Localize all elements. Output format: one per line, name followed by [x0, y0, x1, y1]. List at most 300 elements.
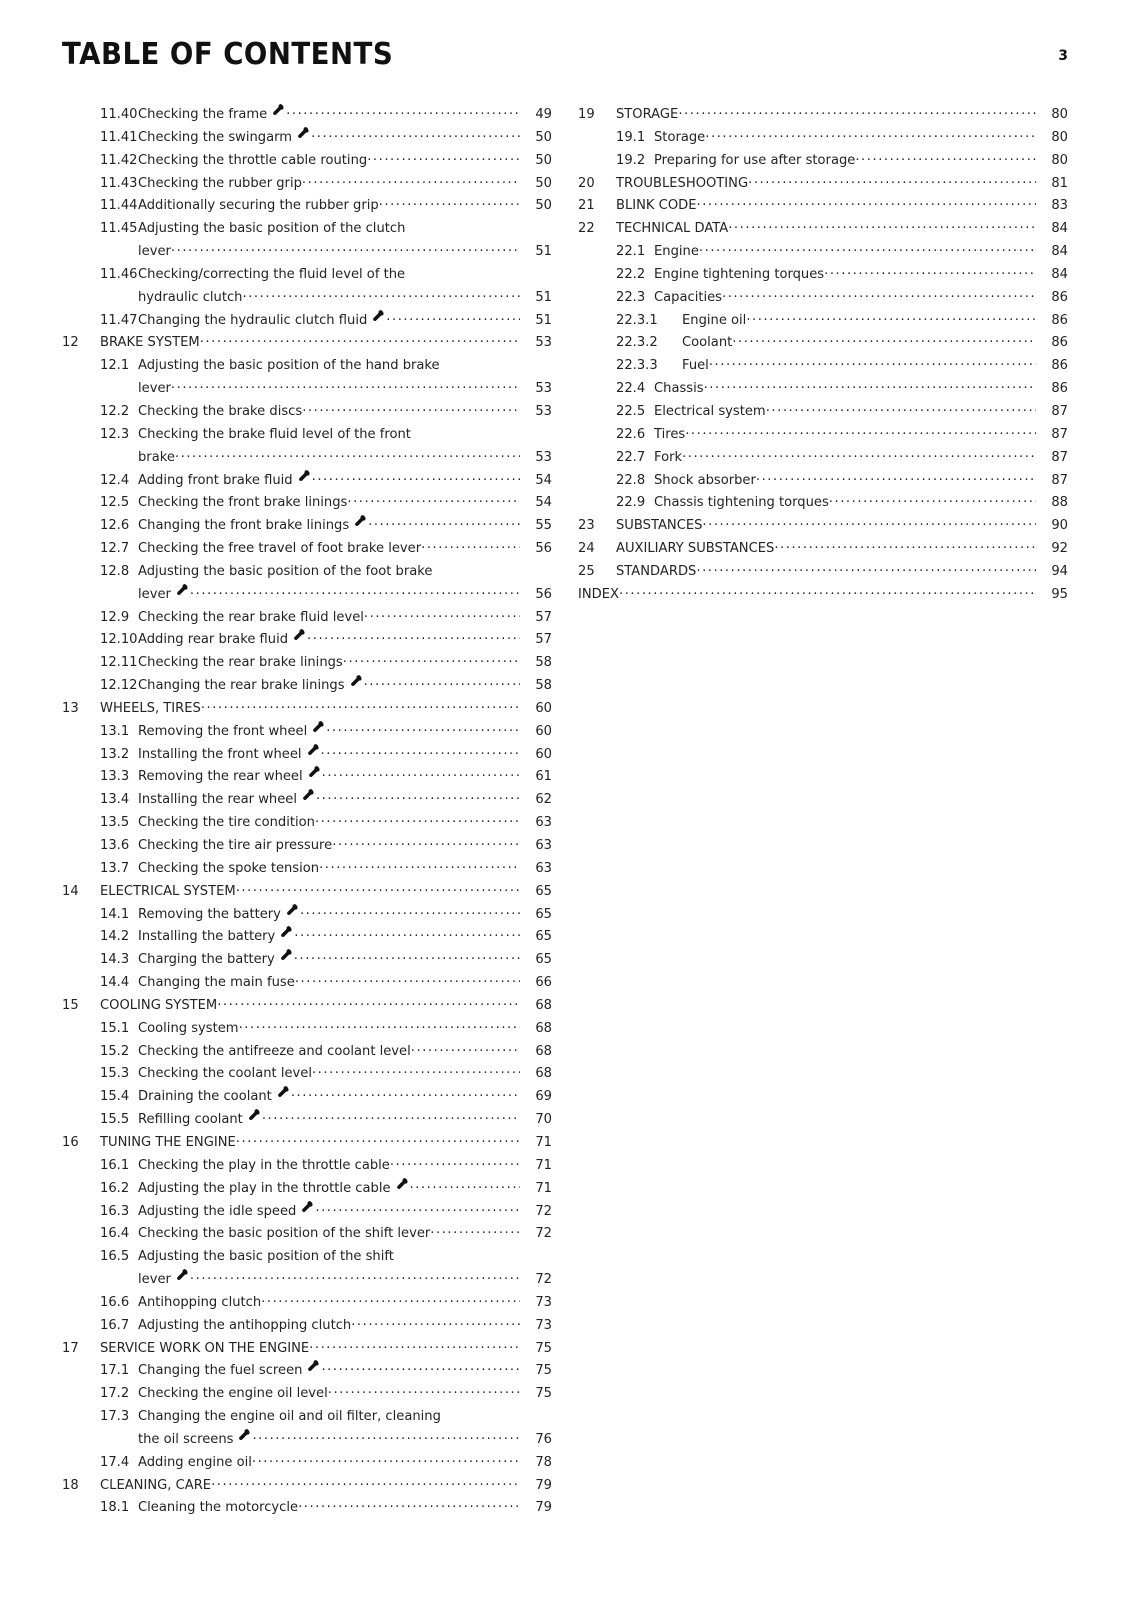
dot-leader [351, 1315, 520, 1338]
toc-entry-title: Checking the coolant level [138, 1066, 312, 1082]
toc-entry-page: 65 [535, 952, 552, 968]
dot-leader [619, 584, 1036, 607]
toc-entry-title: TUNING THE ENGINE [100, 1134, 236, 1150]
toc-entry[interactable] [578, 332, 1068, 355]
toc-entry-title: Checking the rear brake linings [138, 655, 343, 671]
toc-entry-title: Adding rear brake fluid [138, 632, 289, 648]
toc-entry[interactable] [578, 492, 1068, 515]
toc-entry-number: 12.1 [100, 358, 130, 374]
toc-entry-body [654, 470, 1068, 493]
toc-entry-body [678, 355, 1068, 378]
toc-entry-title: Changing the main fuse [138, 975, 295, 991]
toc-entry-page: 68 [535, 1066, 552, 1082]
toc-entry[interactable] [62, 173, 552, 196]
toc-entry-title: Coolant [682, 335, 733, 351]
toc-entry[interactable] [62, 1132, 552, 1155]
toc-entry-body [138, 1086, 552, 1109]
toc-entry[interactable] [62, 150, 552, 173]
toc-entry-page: 53 [535, 403, 552, 419]
toc-entry-number: 21 [578, 198, 595, 214]
toc-entry-body [654, 492, 1068, 515]
toc-entry[interactable] [62, 995, 552, 1018]
toc-entry-body [100, 881, 552, 904]
toc-entry-number: 15.2 [100, 1043, 130, 1059]
page-title: TABLE OF CONTENTS [62, 37, 394, 72]
toc-entry[interactable] [62, 1452, 552, 1475]
toc-entry-page: 79 [535, 1477, 552, 1493]
toc-entry-body [654, 264, 1068, 287]
toc-entry[interactable] [62, 195, 552, 218]
toc-entry-page: 60 [535, 723, 552, 739]
toc-entry[interactable] [578, 470, 1068, 493]
toc-entry-number: 16.4 [100, 1226, 130, 1242]
toc-entry-page: 56 [535, 541, 552, 557]
toc-entry-number: 17.1 [100, 1363, 130, 1379]
toc-entry[interactable] [62, 332, 552, 355]
dot-leader [766, 401, 1036, 424]
toc-entry-page: 50 [535, 129, 552, 145]
dot-leader [311, 127, 520, 150]
toc-entry-title: Additionally securing the rubber grip [138, 198, 379, 214]
toc-entry-number: 12.4 [100, 472, 130, 488]
toc-entry-number: 22.3.2 [616, 335, 658, 351]
toc-entry-number: 22.5 [616, 403, 646, 419]
toc-entry[interactable] [62, 721, 552, 744]
toc-entry[interactable] [578, 584, 1068, 607]
toc-entry[interactable] [578, 515, 1068, 538]
toc-entry[interactable] [62, 1041, 552, 1064]
toc-entry[interactable] [62, 424, 552, 470]
toc-entry[interactable] [62, 675, 552, 698]
toc-entry[interactable] [62, 538, 552, 561]
toc-entry-body [138, 1246, 552, 1292]
toc-entry[interactable] [62, 1338, 552, 1361]
toc-entry-title: COOLING SYSTEM [100, 997, 218, 1013]
toc-entry[interactable] [578, 150, 1068, 173]
toc-entry[interactable] [578, 355, 1068, 378]
toc-entry-number: 14.3 [100, 952, 130, 968]
toc-entry-title: Fuel [682, 358, 709, 374]
toc-entry[interactable] [62, 1063, 552, 1086]
toc-entry-number: 25 [578, 563, 595, 579]
toc-entry-page: 51 [535, 289, 552, 305]
toc-entry[interactable] [62, 1360, 552, 1383]
dot-leader [217, 995, 520, 1018]
toc-entry-title: Changing the engine oil and oil filter, cleaning [138, 1409, 441, 1425]
dot-leader [190, 1269, 520, 1292]
toc-entry[interactable] [62, 1178, 552, 1201]
toc-entry-page: 61 [535, 769, 552, 785]
dot-leader [321, 744, 520, 767]
toc-entry[interactable] [578, 424, 1068, 447]
wrench-icon [350, 675, 363, 688]
toc-entry-page: 88 [1051, 495, 1068, 511]
dot-leader [252, 1452, 520, 1475]
toc-entry-number: 12.7 [100, 541, 130, 557]
toc-entry-page: 84 [1051, 244, 1068, 260]
toc-entry-body [138, 926, 552, 949]
toc-entry-number: 16.7 [100, 1317, 130, 1333]
toc-entry[interactable] [578, 264, 1068, 287]
dot-leader [682, 447, 1036, 470]
toc-entry-title: Installing the rear wheel [138, 792, 297, 808]
toc-entry-body [138, 904, 552, 927]
toc-entry-body [138, 1360, 552, 1383]
toc-entry-body [138, 218, 552, 264]
toc-entry-body [654, 241, 1068, 264]
toc-entry-title: Antihopping clutch [138, 1294, 262, 1310]
wrench-icon [280, 926, 293, 939]
toc-entry-page: 86 [1051, 335, 1068, 351]
dot-leader [696, 561, 1036, 584]
toc-entry-title-continued: lever [138, 244, 171, 260]
toc-entry-number: 16.6 [100, 1294, 130, 1310]
toc-entry[interactable] [62, 310, 552, 333]
toc-entry-body [654, 447, 1068, 470]
dot-leader [300, 904, 520, 927]
toc-entry[interactable] [578, 561, 1068, 584]
toc-entry-number: 11.42 [100, 152, 138, 168]
dot-leader [746, 310, 1036, 333]
toc-entry-title: WHEELS, TIRES [100, 700, 201, 716]
toc-entry[interactable] [62, 698, 552, 721]
toc-entry[interactable] [578, 173, 1068, 196]
toc-entry-body [138, 812, 552, 835]
toc-entry-title: Tires [654, 426, 686, 442]
toc-entry[interactable] [62, 218, 552, 264]
toc-entry-number: 16.5 [100, 1249, 130, 1265]
toc-entry-page: 51 [535, 312, 552, 328]
toc-entry-number: 13 [62, 700, 79, 716]
toc-entry-title: Changing the fuel screen [138, 1363, 303, 1379]
toc-entry[interactable] [62, 881, 552, 904]
toc-entry-page: 57 [535, 609, 552, 625]
dot-leader [326, 721, 520, 744]
toc-entry[interactable] [62, 858, 552, 881]
wrench-icon [302, 789, 315, 802]
dot-leader [294, 949, 520, 972]
dot-leader [211, 1475, 520, 1498]
toc-entry-number: 11.40 [100, 107, 138, 122]
toc-entry[interactable] [62, 652, 552, 675]
toc-columns [62, 104, 1068, 1520]
toc-entry-number: 13.6 [100, 838, 130, 853]
toc-entry-title: Checking/correcting the fluid level of the [138, 266, 406, 282]
toc-entry-number: 22.8 [616, 472, 646, 488]
toc-entry-title: Engine tightening torques [654, 266, 825, 282]
toc-entry-body [616, 515, 1068, 538]
dot-leader [704, 378, 1036, 401]
dot-leader [367, 150, 520, 173]
toc-entry-number: 18 [62, 1477, 79, 1493]
dot-leader [315, 1201, 520, 1224]
dot-leader [319, 858, 520, 881]
dot-leader [294, 926, 520, 949]
toc-entry-title: STORAGE [616, 107, 679, 122]
toc-entry-body [654, 127, 1068, 150]
toc-entry[interactable] [578, 104, 1068, 127]
toc-entry[interactable] [62, 972, 552, 995]
toc-entry-page: 87 [1051, 426, 1068, 442]
toc-entry[interactable] [578, 287, 1068, 310]
toc-entry-number: 22.3 [616, 289, 646, 305]
toc-entry-page: 62 [535, 792, 552, 808]
toc-entry-page: 50 [535, 175, 552, 191]
dot-leader [332, 835, 520, 858]
toc-entry[interactable] [62, 789, 552, 812]
wrench-icon [307, 1360, 320, 1373]
toc-entry-body [616, 104, 1068, 127]
toc-entry-body [678, 310, 1068, 333]
toc-entry-page: 73 [535, 1294, 552, 1310]
toc-entry-number: 22.3.1 [616, 312, 658, 328]
toc-entry-page: 68 [535, 997, 552, 1013]
toc-entry[interactable] [62, 1383, 552, 1406]
toc-entry-title: AUXILIARY SUBSTANCES [616, 541, 775, 557]
toc-entry[interactable] [62, 401, 552, 424]
toc-entry-title: Checking the play in the throttle cable [138, 1157, 390, 1173]
toc-entry-title: Charging the battery [138, 952, 275, 968]
toc-entry-page: 58 [535, 678, 552, 694]
toc-entry-title: Changing the hydraulic clutch fluid [138, 312, 368, 328]
dot-leader [421, 538, 520, 561]
toc-entry-body [100, 1475, 552, 1498]
toc-entry-body [138, 1201, 552, 1224]
toc-entry[interactable] [578, 195, 1068, 218]
toc-entry[interactable] [62, 904, 552, 927]
toc-entry[interactable] [62, 1155, 552, 1178]
toc-entry-title: Checking the antifreeze and coolant level [138, 1043, 411, 1059]
toc-entry-number: 14.4 [100, 975, 130, 991]
toc-entry-title: Adding engine oil [138, 1454, 252, 1470]
dot-leader [347, 492, 520, 515]
toc-entry-number: 12.6 [100, 518, 130, 534]
toc-entry-title-continued: lever [138, 586, 171, 602]
toc-entry[interactable] [578, 310, 1068, 333]
toc-entry-title: Adjusting the antihopping clutch [138, 1317, 352, 1333]
toc-entry-title: Adjusting the basic position of the hand brake [138, 358, 440, 374]
toc-entry-title-continued: brake [138, 449, 175, 465]
toc-entry-number: 11.46 [100, 266, 138, 282]
toc-entry-body [138, 1292, 552, 1315]
toc-entry[interactable] [62, 1246, 552, 1292]
toc-entry[interactable] [62, 1406, 552, 1452]
toc-entry-title: Checking the spoke tension [138, 860, 320, 876]
toc-entry-body [138, 1315, 552, 1338]
toc-entry[interactable] [62, 561, 552, 607]
toc-entry-number: 16.1 [100, 1157, 130, 1173]
toc-entry-body [138, 104, 552, 127]
dot-leader [343, 652, 520, 675]
toc-entry-body [138, 1063, 552, 1086]
toc-entry[interactable] [62, 812, 552, 835]
toc-entry-body [654, 287, 1068, 310]
toc-entry-number: 14.1 [100, 906, 130, 922]
toc-entry-page: 68 [535, 1020, 552, 1036]
toc-entry-body [100, 1338, 552, 1361]
toc-entry-page: 60 [535, 700, 552, 716]
dot-leader [855, 150, 1036, 173]
toc-entry-body [138, 1383, 552, 1406]
dot-leader [291, 1086, 520, 1109]
toc-entry-body [616, 173, 1068, 196]
toc-entry-body [616, 195, 1068, 218]
toc-entry[interactable] [62, 470, 552, 493]
toc-entry-title: Adjusting the idle speed [138, 1203, 297, 1219]
dot-leader [732, 332, 1036, 355]
toc-entry[interactable] [578, 378, 1068, 401]
toc-entry-number: 13.1 [100, 723, 130, 739]
toc-entry[interactable] [62, 492, 552, 515]
page-header [62, 36, 1068, 80]
toc-entry-body [138, 789, 552, 812]
toc-entry-number: 22.1 [616, 244, 646, 260]
toc-entry-page: 86 [1051, 312, 1068, 328]
toc-entry[interactable] [578, 447, 1068, 470]
toc-entry-title: BLINK CODE [616, 198, 697, 214]
toc-entry-page: 80 [1051, 129, 1068, 145]
toc-entry-page: 90 [1051, 518, 1068, 534]
toc-entry-body [654, 401, 1068, 424]
toc-entry-page: 76 [535, 1431, 552, 1447]
toc-entry-page: 75 [535, 1363, 552, 1379]
toc-entry-body [138, 492, 552, 515]
dot-leader [242, 287, 520, 310]
toc-entry-page: 95 [1051, 586, 1068, 602]
toc-entry-title: Checking the brake fluid level of the front [138, 426, 411, 442]
toc-entry-title: Checking the front brake linings [138, 495, 348, 511]
toc-entry[interactable] [62, 1315, 552, 1338]
toc-entry-title: Fork [654, 449, 683, 465]
toc-entry-title: CLEANING, CARE [100, 1477, 212, 1493]
toc-entry[interactable] [62, 629, 552, 652]
toc-entry-title: Changing the front brake linings [138, 518, 350, 534]
toc-entry-number: 12.5 [100, 495, 130, 511]
dot-leader [309, 1338, 520, 1361]
dot-leader [239, 1018, 520, 1041]
toc-entry-body [138, 1223, 552, 1246]
toc-entry-title-continued: lever [138, 381, 171, 397]
toc-entry-number: 22.4 [616, 381, 646, 397]
toc-entry-page: 75 [535, 1340, 552, 1356]
dot-leader [302, 173, 520, 196]
toc-entry[interactable] [62, 1201, 552, 1224]
wrench-icon [396, 1178, 409, 1191]
toc-entry-title: Refilling coolant [138, 1112, 243, 1128]
toc-entry[interactable] [62, 1475, 552, 1498]
toc-entry-title: Removing the battery [138, 906, 281, 922]
toc-entry[interactable] [62, 835, 552, 858]
toc-entry[interactable] [578, 401, 1068, 424]
toc-entry-page: 63 [535, 860, 552, 876]
dot-leader [728, 218, 1036, 241]
toc-entry[interactable] [62, 355, 552, 401]
dot-leader [774, 538, 1036, 561]
toc-entry-page: 87 [1051, 403, 1068, 419]
toc-entry-number: 11.45 [100, 221, 138, 237]
toc-entry-number: 12.12 [100, 678, 138, 694]
wrench-icon [354, 515, 367, 528]
toc-entry[interactable] [578, 218, 1068, 241]
dot-leader [322, 766, 520, 789]
toc-entry-title: Adding front brake fluid [138, 472, 293, 488]
toc-entry-page: 68 [535, 1043, 552, 1059]
toc-entry-page: 54 [535, 495, 552, 511]
toc-entry-number: 13.2 [100, 746, 130, 762]
wrench-icon [176, 584, 189, 597]
dot-leader [252, 1429, 520, 1452]
dot-leader [697, 195, 1037, 218]
toc-entry-body [654, 424, 1068, 447]
dot-leader [262, 1109, 520, 1132]
toc-entry[interactable] [62, 1292, 552, 1315]
toc-entry[interactable] [62, 1086, 552, 1109]
dot-leader [702, 515, 1036, 538]
toc-entry-body [678, 332, 1068, 355]
toc-entry[interactable] [62, 515, 552, 538]
toc-entry-title: Electrical system [654, 403, 766, 419]
toc-entry[interactable] [578, 538, 1068, 561]
toc-entry-title: Checking the engine oil level [138, 1386, 328, 1402]
toc-entry-body [138, 858, 552, 881]
toc-entry-number: 22.9 [616, 495, 646, 511]
dot-leader [312, 1063, 520, 1086]
dot-leader [699, 241, 1036, 264]
toc-entry-title: Capacities [654, 289, 722, 305]
toc-entry-number: 15.5 [100, 1112, 130, 1128]
toc-entry-page: 71 [535, 1134, 552, 1150]
toc-entry[interactable] [578, 241, 1068, 264]
toc-entry[interactable] [62, 744, 552, 767]
toc-entry-page: 73 [535, 1317, 552, 1333]
toc-entry-page: 71 [535, 1157, 552, 1173]
toc-entry-page: 86 [1051, 381, 1068, 397]
dot-leader [685, 424, 1036, 447]
toc-entry[interactable] [62, 926, 552, 949]
toc-entry-number: 17.2 [100, 1386, 130, 1402]
toc-entry[interactable] [62, 264, 552, 310]
dot-leader [328, 1383, 520, 1406]
toc-entry[interactable] [62, 127, 552, 150]
toc-entry[interactable] [62, 1497, 552, 1520]
toc-entry-body [138, 150, 552, 173]
toc-entry-number: 19.1 [616, 129, 646, 145]
toc-entry-title-continued: the oil screens [138, 1431, 234, 1447]
toc-entry[interactable] [62, 1223, 552, 1246]
toc-entry[interactable] [62, 104, 552, 127]
toc-entry-title: Adjusting the play in the throttle cable [138, 1180, 391, 1196]
toc-entry-page: 53 [535, 449, 552, 465]
toc-entry-title: TROUBLESHOOTING [616, 175, 749, 191]
toc-entry[interactable] [62, 607, 552, 630]
toc-entry-title: SERVICE WORK ON THE ENGINE [100, 1340, 310, 1356]
toc-entry[interactable] [62, 1109, 552, 1132]
toc-entry-body [654, 378, 1068, 401]
toc-entry-title: Adjusting the basic position of the foot brake [138, 563, 433, 579]
dot-leader [709, 355, 1036, 378]
toc-entry-body [100, 995, 552, 1018]
toc-entry-title: Preparing for use after storage [654, 152, 856, 168]
toc-entry[interactable] [62, 1018, 552, 1041]
toc-entry-title: Checking the tire air pressure [138, 838, 333, 853]
toc-entry[interactable] [578, 127, 1068, 150]
toc-entry-number: 16.2 [100, 1180, 130, 1196]
toc-entry[interactable] [62, 766, 552, 789]
dot-leader [315, 812, 520, 835]
toc-entry-title: INDEX [578, 586, 619, 602]
toc-entry[interactable] [62, 949, 552, 972]
toc-entry-page: 51 [535, 244, 552, 260]
